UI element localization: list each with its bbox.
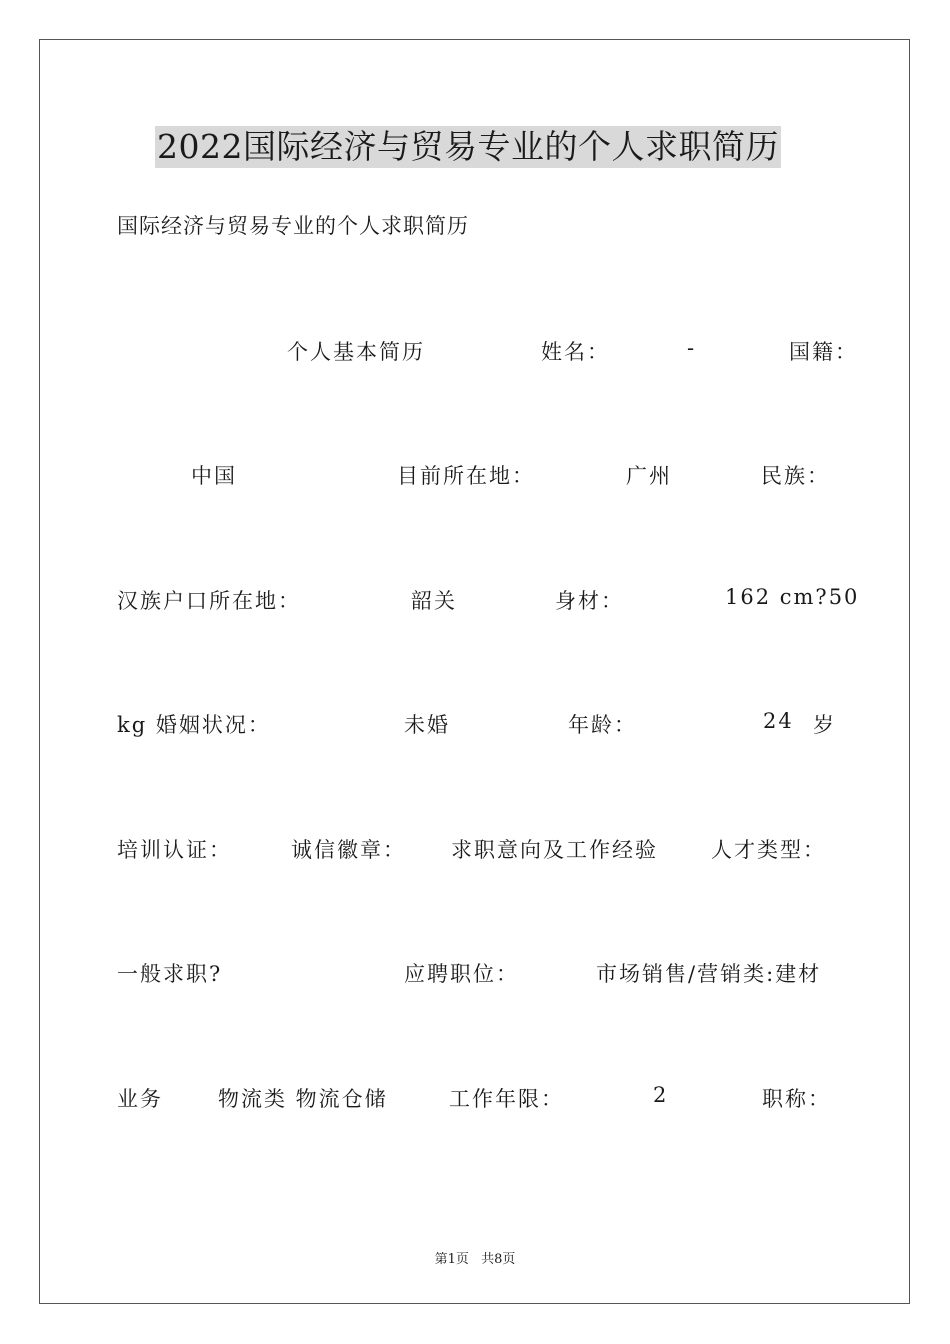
resume-line-6 [117, 958, 837, 988]
physique-label: 身材： [555, 589, 624, 613]
talent-type-label: 人才类型： [711, 838, 826, 862]
section-heading: 个人基本简历 [287, 340, 425, 364]
page-number: 第1页 [434, 1252, 469, 1267]
document-title: 2022国际经济与贸易专业的个人求职简历 [157, 127, 779, 166]
work-years-value: 2 [653, 1083, 669, 1107]
resume-line-7 [117, 1083, 837, 1113]
location-label: 目前所在地： [397, 464, 535, 488]
position-value-cont: 业务 [117, 1087, 163, 1111]
resume-line-5 [117, 834, 837, 864]
ethnicity-label: 民族： [761, 464, 830, 488]
physique-value: 162 cm?50 [725, 585, 860, 609]
resume-line-1 [117, 336, 858, 366]
age-label: 年龄： [568, 713, 637, 737]
age-unit: 岁 [813, 713, 836, 737]
document-subtitle: 国际经济与贸易专业的个人求职简历 [117, 214, 469, 238]
position-label: 应聘职位： [404, 962, 519, 986]
nationality-label: 国籍： [789, 340, 858, 364]
name-label: 姓名： [541, 340, 610, 364]
marital-label: kg 婚姻状况： [117, 713, 271, 737]
name-value: - [687, 336, 697, 360]
page-footer [0, 1248, 950, 1267]
hukou-value: 韶关 [411, 589, 457, 613]
resume-line-3 [117, 585, 860, 615]
job-title-label: 职称： [762, 1087, 831, 1111]
location-value: 广州 [626, 464, 672, 488]
job-intention-heading: 求职意向及工作经验 [451, 838, 658, 862]
logistics-value: 物流类 物流仓储 [218, 1087, 388, 1111]
integrity-badge-label: 诚信徽章： [291, 838, 406, 862]
training-label: 培训认证： [117, 838, 232, 862]
age-value: 24 [763, 709, 794, 733]
ethnicity-hukou-label: 汉族户口所在地： [117, 589, 301, 613]
talent-type-value: 一般求职? [117, 962, 223, 986]
position-value: 市场销售/营销类:建材 [596, 962, 822, 986]
page-total: 共8页 [481, 1252, 516, 1267]
resume-line-2 [117, 460, 837, 490]
marital-value: 未婚 [404, 713, 450, 737]
nationality-value: 中国 [191, 464, 237, 488]
work-years-label: 工作年限： [449, 1087, 564, 1111]
resume-line-4 [117, 709, 837, 739]
